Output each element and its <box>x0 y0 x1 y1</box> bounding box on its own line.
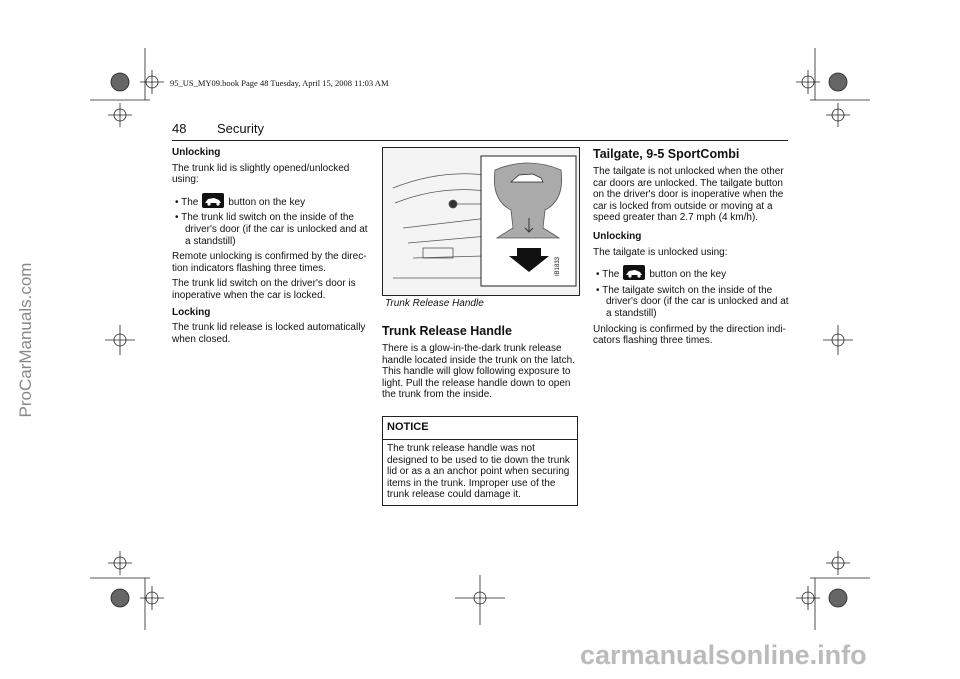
figure-code: IB1833 <box>555 256 561 276</box>
column-2 <box>382 324 578 506</box>
bullet-lid-switch: • The trunk lid switch on the inside of the driver's door (if the car is unlocked and at a standstill) <box>175 212 368 247</box>
unlocking-heading: Unlocking <box>172 147 221 158</box>
trunk-key-button-icon <box>623 265 645 280</box>
trunk-key-button-icon <box>202 193 224 208</box>
bullet-key-button: • The button on the key <box>593 265 789 281</box>
trunk-release-text: There is a glow-in-the-dark trunk release handle located inside the trunk on the latch. This handle will glow following exposure to light. Pull the release handle down to open the trunk from the inside. <box>382 343 575 401</box>
paragraph: The trunk lid switch on the driver's door is inoperative when the car is locked. <box>172 278 356 301</box>
trunk-release-heading: Trunk Release Handle <box>382 324 512 338</box>
trunk-figure <box>382 147 580 296</box>
paragraph: The trunk lid release is locked automatically when closed. <box>172 322 366 345</box>
locking-heading: Locking <box>172 306 211 318</box>
paragraph: Unlocking is confirmed by the direction indi-cators flashing three times. <box>593 323 786 347</box>
notice-title: NOTICE <box>383 417 577 440</box>
section-title: Security <box>217 121 264 136</box>
header-rule <box>172 140 788 141</box>
tailgate-heading: Tailgate, 9-5 SportCombi <box>593 147 740 161</box>
column-3 <box>593 147 789 347</box>
trunk-illustration <box>383 148 579 295</box>
intro-text: The tailgate is unlocked using: <box>593 246 728 258</box>
print-header: 95_US_MY09.book Page 48 Tuesday, April 15, 2008 11:03 AM <box>170 78 389 88</box>
notice-box <box>382 416 578 506</box>
bullet-tailgate-switch: • The tailgate switch on the inside of the driver's door (if the car is unlocked and at a standstill) <box>596 284 789 319</box>
unlocking-heading: Unlocking <box>593 230 642 242</box>
bullet-key-button: • The button on the key <box>172 193 368 209</box>
side-watermark: ProCarManuals.com <box>16 262 35 418</box>
paragraph: The tailgate is not unlocked when the other car doors are unlocked. The tailgate button on the driver's door is inoperative when the car is locked from outside or moving at a speed greater than 2.7 mph (4 km/h). <box>593 166 784 224</box>
page-number: 48 <box>172 121 187 136</box>
figure-caption: Trunk Release Handle <box>385 298 484 309</box>
paragraph: Remote unlocking is confirmed by the direc-tion indicators flashing three times. <box>172 251 367 274</box>
column-1 <box>172 147 368 345</box>
bottom-watermark: carmanualsonline.info <box>580 640 867 670</box>
intro-text: The trunk lid is slightly opened/unlocked using: <box>172 162 350 186</box>
notice-text: The trunk release handle was not designed to be used to tie down the trunk lid or as a an anchor point when securing items in the trunk. Improper use of the trunk release could damage it. <box>387 442 570 501</box>
